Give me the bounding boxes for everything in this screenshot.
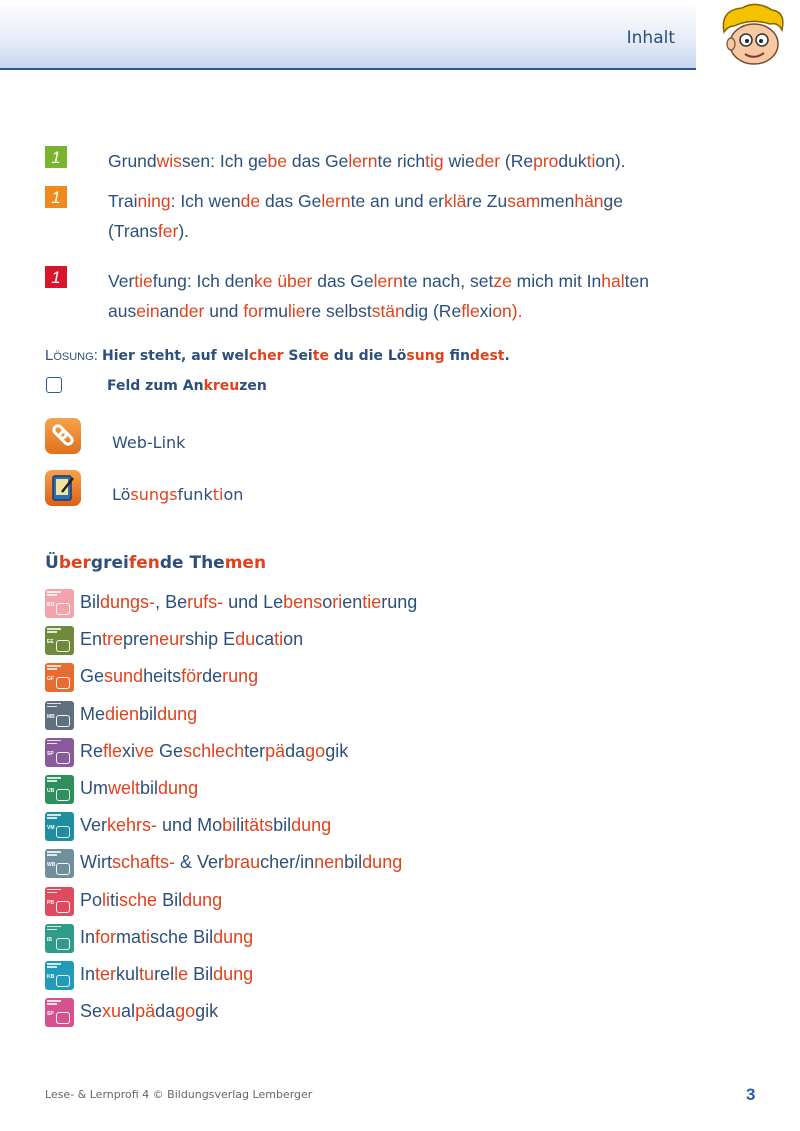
checkbox-icon <box>46 377 62 393</box>
theme-item <box>45 589 605 617</box>
theme-label: Politische Bildung <box>80 889 223 910</box>
solution-book-icon <box>45 470 81 506</box>
checkbox-legend-label: Feld zum Ankreuzen <box>107 378 267 394</box>
rainbow-icon: SP <box>45 738 74 767</box>
page-number: 3 <box>746 1085 756 1104</box>
theme-item <box>45 961 605 989</box>
theme-label: Sexualpädagogik <box>80 1001 219 1022</box>
parliament-icon: PB <box>45 887 74 916</box>
theme-label: Gesundheitsförderung <box>80 666 259 687</box>
theme-item <box>45 738 605 766</box>
page-header-title: Inhalt <box>626 28 675 48</box>
loesung-legend: LÖSUNG: Hier steht, auf welcher Seite du die Lösung findest. <box>45 347 510 364</box>
header-bar <box>0 0 696 70</box>
heartbeat-icon: GF <box>45 663 74 692</box>
theme-item <box>45 887 605 915</box>
theme-item <box>45 924 605 952</box>
career-orientation-icon: BO <box>45 589 74 618</box>
level-badge: 1 <box>45 146 67 168</box>
theme-label: Verkehrs- und Mobilitätsbildung <box>80 815 332 836</box>
media-icon: MB <box>45 701 74 730</box>
level-badge: 1 <box>45 186 67 208</box>
footer-copyright: Lese- & Lernprofi 4 © Bildungsverlag Lemberger <box>45 1088 313 1101</box>
theme-label: Reflexive Geschlechterpädagogik <box>80 740 349 761</box>
mascot-face-icon <box>712 2 792 68</box>
level-description: Vertiefung: Ich denke über das Gelernte nach, setze mich mit Inhalten auseinander und formuliere selbstständig (Reflexion). <box>108 271 649 321</box>
icon-legend-label: Web-Link <box>112 433 186 452</box>
level-description: Training: Ich wende das Gelernte an und erkläre Zusammenhänge (Transfer). <box>108 191 624 241</box>
theme-item <box>45 812 605 840</box>
theme-label: Informatische Bildung <box>80 926 254 947</box>
level-badge: 1 <box>45 266 67 288</box>
loesung-keyword: LÖSUNG <box>45 347 94 364</box>
theme-item <box>45 626 605 654</box>
handshake-icon: KB <box>45 961 74 990</box>
shopping-icon: WB <box>45 849 74 878</box>
computer-icon: IB <box>45 924 74 953</box>
section-title-themes: Übergreifende Themen <box>45 553 267 573</box>
theme-label: Bildungs-, Berufs- und Lebensorientierung <box>80 592 418 612</box>
loesung-description: Hier steht, auf welcher Seite du die Lösung findest. <box>102 348 510 364</box>
theme-label: Wirtschafts- & Verbraucher/innenbildung <box>80 852 403 873</box>
globe-icon: UB <box>45 775 74 804</box>
theme-label: Umweltbildung <box>80 778 199 798</box>
theme-item <box>45 663 605 691</box>
theme-label: Interkulturelle Bildung <box>80 964 254 984</box>
theme-item <box>45 849 605 877</box>
theme-label: Medienbildung <box>80 703 198 724</box>
bicycle-icon: VM <box>45 812 74 841</box>
level-description: Grundwissen: Ich gebe das Gelernte richtig wieder (Reproduktion). <box>108 151 626 171</box>
theme-item <box>45 998 605 1026</box>
lightbulb-icon: EE <box>45 626 74 655</box>
theme-item <box>45 701 605 729</box>
person-icon: SP <box>45 998 74 1027</box>
chain-link-icon <box>45 418 81 454</box>
theme-label: Entrepreneurship Education <box>80 629 304 650</box>
theme-item <box>45 775 605 803</box>
icon-legend-label: Lösungsfunktion <box>112 485 244 504</box>
